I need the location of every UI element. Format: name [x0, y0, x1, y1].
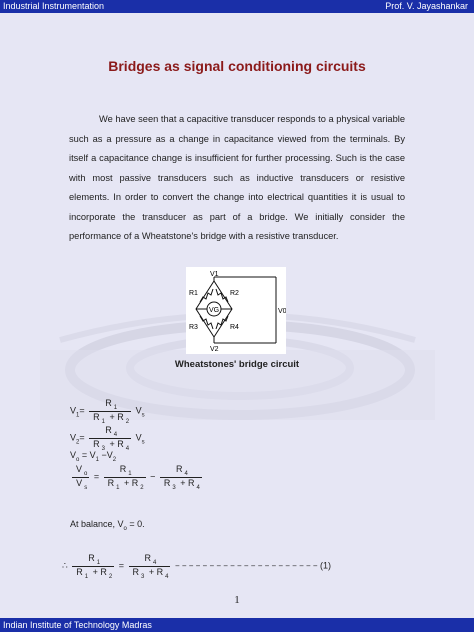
dashed-leader: − − − − − − − − − − − − − − − − − − − − −	[174, 561, 318, 571]
footer-bar	[0, 618, 474, 632]
author-name: Prof. V. Jayashankar	[385, 1, 468, 11]
header-bar	[0, 0, 474, 13]
intro-paragraph: We have seen that a capacitive transducer responds to a physical variable such as a pressure as a change in capacitance viewed from the terminals. By itself a capacitance change is insufficient for further processing. Such is the case with most passive transducers such as inductive transducers or resistive elements. In order to convert the change into electrical quantities it is usual to incorporate the transducer as part of a bridge. We initially consider the performance of a Wheatstone's bridge with a resistive transducer.	[69, 114, 405, 241]
fraction: $\frac{R _1}{R _1 + R _2}$	[104, 464, 146, 491]
fraction: $\frac{V _o}{V _s}$	[72, 464, 89, 491]
figure-caption: Wheatstones' bridge circuit	[174, 359, 300, 370]
balance-statement: At balance, $V_o = 0$.	[70, 519, 145, 532]
label-r3: R3	[189, 324, 198, 331]
fraction: $\frac{R _4}{R _3 + R _4}$	[89, 425, 131, 452]
label-vg: VG	[209, 307, 220, 314]
label-r4: R4	[230, 324, 239, 331]
page-number: 1	[234, 594, 240, 606]
fraction: $\frac{R _1}{R _1 + R _2}$	[72, 553, 114, 580]
equation-ratio: $\frac{V _o}{V _s}$ = $\frac{R _1}{R _1 + R _2}$ − $\frac{R _4}{R _3 + R _4}$	[70, 464, 204, 491]
label-v2: V2	[210, 346, 219, 353]
wheatstone-bridge-figure	[186, 267, 286, 354]
equation-1: ∴ $\frac{R _1}{R _1 + R _2}$ = $\frac{R _4}{R _3 + R _4}$ − − − − − − − − − − − − − − − − − − − − − (1)	[62, 553, 332, 580]
fraction: $\frac{R _1}{R _1 + R _2}$	[89, 398, 131, 425]
fraction: $\frac{R _4}{R _3 + R _4}$	[129, 553, 171, 580]
label-r2: R2	[230, 290, 239, 297]
equation-number: (1)	[320, 560, 332, 571]
equation-v2: $V_2=$ $\frac{R _4}{R _3 + R _4}$ $V_s$	[70, 425, 145, 452]
label-v1: V1	[210, 271, 219, 278]
bridge-circuit-diagram	[186, 267, 286, 354]
equation-vo: $V_o = V_1 -V_2$	[70, 450, 117, 463]
fraction: $\frac{R _4}{R _3 + R _4}$	[160, 464, 202, 491]
institute-name: Indian Institute of Technology Madras	[3, 620, 152, 630]
course-title: Industrial Instrumentation	[3, 1, 105, 11]
label-r1: R1	[189, 290, 198, 297]
label-vo: V0	[278, 308, 286, 315]
page-title: Bridges as signal conditioning circuits	[108, 58, 366, 74]
equation-v1: $V_1=$ $\frac{R _1}{R _1 + R _2}$ $V_s$	[70, 398, 145, 425]
